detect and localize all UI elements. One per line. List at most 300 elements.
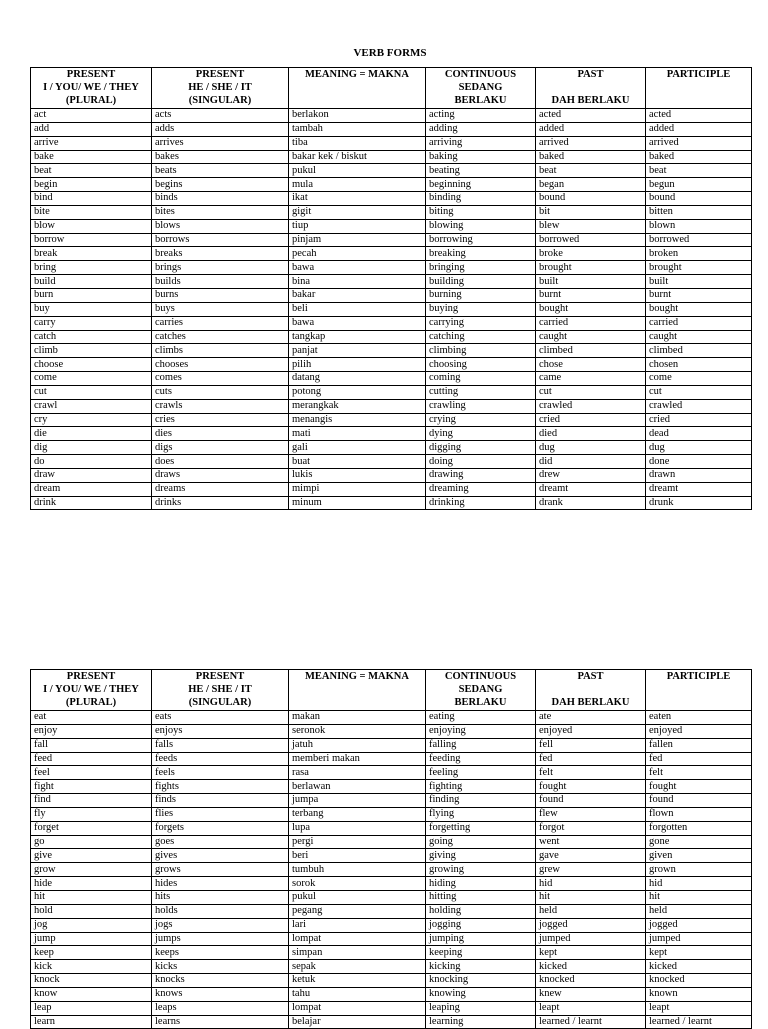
cell-participle: jumped: [646, 932, 752, 946]
cell-participle: eaten: [646, 711, 752, 725]
cell-present-plural: forget: [31, 821, 152, 835]
cell-present-plural: add: [31, 122, 152, 136]
cell-past: did: [536, 455, 646, 469]
cell-present-plural: buy: [31, 302, 152, 316]
cell-continuous: coming: [426, 372, 536, 386]
header-line: PAST: [577, 69, 604, 80]
cell-past: drew: [536, 468, 646, 482]
cell-meaning: tiba: [289, 136, 426, 150]
cell-continuous: burning: [426, 288, 536, 302]
cell-meaning: terbang: [289, 807, 426, 821]
cell-continuous: jumping: [426, 932, 536, 946]
cell-meaning: datang: [289, 372, 426, 386]
header-past: [536, 68, 646, 109]
cell-meaning: lukis: [289, 468, 426, 482]
table-row: [31, 344, 752, 358]
table-row: [31, 766, 752, 780]
cell-meaning: makan: [289, 711, 426, 725]
cell-participle: acted: [646, 109, 752, 123]
cell-continuous: crawling: [426, 399, 536, 413]
cell-present-plural: cut: [31, 385, 152, 399]
table-row: [31, 455, 752, 469]
cell-present-singular: buys: [152, 302, 289, 316]
cell-present-plural: draw: [31, 468, 152, 482]
cell-present-plural: hide: [31, 877, 152, 891]
cell-present-plural: eat: [31, 711, 152, 725]
cell-present-singular: finds: [152, 794, 289, 808]
header-continuous: [426, 68, 536, 109]
cell-present-singular: digs: [152, 441, 289, 455]
cell-present-plural: carry: [31, 316, 152, 330]
cell-past: cried: [536, 413, 646, 427]
cell-meaning: merangkak: [289, 399, 426, 413]
cell-present-plural: go: [31, 835, 152, 849]
table-row: [31, 863, 752, 877]
cell-present-plural: find: [31, 794, 152, 808]
cell-participle: dreamt: [646, 482, 752, 496]
cell-participle: come: [646, 372, 752, 386]
table-row: [31, 192, 752, 206]
cell-present-plural: learn: [31, 1015, 152, 1029]
header-line: (PLURAL): [65, 95, 117, 106]
cell-present-plural: bite: [31, 205, 152, 219]
cell-past: dug: [536, 441, 646, 455]
cell-participle: enjoyed: [646, 724, 752, 738]
cell-meaning: lompat: [289, 1001, 426, 1015]
cell-present-singular: knocks: [152, 974, 289, 988]
cell-past: built: [536, 275, 646, 289]
cell-present-singular: blows: [152, 219, 289, 233]
cell-present-plural: give: [31, 849, 152, 863]
cell-present-singular: jogs: [152, 918, 289, 932]
header-line: DAH BERLAKU: [551, 697, 630, 708]
cell-present-singular: keeps: [152, 946, 289, 960]
cell-present-plural: fall: [31, 738, 152, 752]
cell-meaning: rasa: [289, 766, 426, 780]
cell-participle: learned / learnt: [646, 1015, 752, 1029]
cell-continuous: holding: [426, 904, 536, 918]
header-line: MEANING = MAKNA: [305, 69, 409, 80]
header-present-plural: [31, 68, 152, 109]
cell-meaning: buat: [289, 455, 426, 469]
cell-meaning: jumpa: [289, 794, 426, 808]
cell-past: chose: [536, 358, 646, 372]
cell-present-singular: begins: [152, 178, 289, 192]
cell-continuous: drinking: [426, 496, 536, 510]
table-row: [31, 468, 752, 482]
cell-present-plural: begin: [31, 178, 152, 192]
cell-present-singular: leaps: [152, 1001, 289, 1015]
cell-past: knew: [536, 987, 646, 1001]
table-row: [31, 247, 752, 261]
cell-past: fell: [536, 738, 646, 752]
cell-meaning: gali: [289, 441, 426, 455]
cell-present-singular: eats: [152, 711, 289, 725]
cell-present-singular: goes: [152, 835, 289, 849]
cell-continuous: giving: [426, 849, 536, 863]
header-participle: [646, 670, 752, 711]
cell-present-singular: carries: [152, 316, 289, 330]
cell-continuous: eating: [426, 711, 536, 725]
cell-present-singular: burns: [152, 288, 289, 302]
cell-present-plural: know: [31, 987, 152, 1001]
cell-present-singular: bites: [152, 205, 289, 219]
cell-participle: borrowed: [646, 233, 752, 247]
cell-past: cut: [536, 385, 646, 399]
cell-participle: fought: [646, 780, 752, 794]
cell-continuous: crying: [426, 413, 536, 427]
header-line: HE / SHE / IT: [188, 82, 252, 93]
cell-present-singular: jumps: [152, 932, 289, 946]
cell-continuous: hitting: [426, 890, 536, 904]
cell-present-singular: does: [152, 455, 289, 469]
cell-participle: grown: [646, 863, 752, 877]
cell-participle: cried: [646, 413, 752, 427]
cell-past: grew: [536, 863, 646, 877]
cell-participle: hit: [646, 890, 752, 904]
header-line: (SINGULAR): [188, 697, 252, 708]
cell-present-plural: borrow: [31, 233, 152, 247]
table-row: [31, 974, 752, 988]
cell-present-plural: bake: [31, 150, 152, 164]
cell-past: forgot: [536, 821, 646, 835]
cell-meaning: ikat: [289, 192, 426, 206]
cell-meaning: memberi makan: [289, 752, 426, 766]
cell-present-plural: fight: [31, 780, 152, 794]
table-row: [31, 205, 752, 219]
verb-forms-table-1: [30, 67, 752, 510]
document-title: VERB FORMS: [353, 47, 427, 59]
table-row: [31, 150, 752, 164]
cell-participle: found: [646, 794, 752, 808]
table-row: [31, 724, 752, 738]
cell-present-plural: dig: [31, 441, 152, 455]
cell-present-plural: bring: [31, 261, 152, 275]
cell-continuous: fighting: [426, 780, 536, 794]
cell-participle: given: [646, 849, 752, 863]
header-row: [31, 68, 752, 109]
cell-present-singular: bakes: [152, 150, 289, 164]
table-row: [31, 711, 752, 725]
cell-present-singular: dies: [152, 427, 289, 441]
cell-meaning: menangis: [289, 413, 426, 427]
cell-participle: known: [646, 987, 752, 1001]
cell-participle: begun: [646, 178, 752, 192]
header-line: MEANING = MAKNA: [305, 671, 409, 682]
cell-continuous: finding: [426, 794, 536, 808]
table-row: [31, 441, 752, 455]
cell-present-singular: hits: [152, 890, 289, 904]
cell-past: leapt: [536, 1001, 646, 1015]
cell-present-singular: breaks: [152, 247, 289, 261]
cell-continuous: enjoying: [426, 724, 536, 738]
cell-past: baked: [536, 150, 646, 164]
cell-present-plural: kick: [31, 960, 152, 974]
cell-past: died: [536, 427, 646, 441]
cell-participle: hid: [646, 877, 752, 891]
cell-present-singular: grows: [152, 863, 289, 877]
cell-past: began: [536, 178, 646, 192]
cell-participle: held: [646, 904, 752, 918]
table-row: [31, 288, 752, 302]
cell-present-plural: climb: [31, 344, 152, 358]
cell-participle: beat: [646, 164, 752, 178]
header-continuous: [426, 670, 536, 711]
cell-past: drank: [536, 496, 646, 510]
cell-meaning: pegang: [289, 904, 426, 918]
cell-past: acted: [536, 109, 646, 123]
cell-present-plural: build: [31, 275, 152, 289]
cell-continuous: falling: [426, 738, 536, 752]
cell-present-singular: cries: [152, 413, 289, 427]
table-row: [31, 960, 752, 974]
cell-meaning: belajar: [289, 1015, 426, 1029]
table-row: [31, 261, 752, 275]
header-line: [539, 683, 642, 696]
table-row: [31, 987, 752, 1001]
cell-present-plural: crawl: [31, 399, 152, 413]
cell-present-singular: arrives: [152, 136, 289, 150]
header-line: PRESENT: [66, 671, 116, 682]
header-line: PRESENT: [195, 69, 245, 80]
cell-meaning: mati: [289, 427, 426, 441]
header-line: CONTINUOUS: [444, 671, 517, 682]
cell-present-singular: acts: [152, 109, 289, 123]
table-row: [31, 233, 752, 247]
cell-continuous: leaping: [426, 1001, 536, 1015]
header-line: PRESENT: [66, 69, 116, 80]
cell-participle: knocked: [646, 974, 752, 988]
table-row: [31, 219, 752, 233]
cell-past: arrived: [536, 136, 646, 150]
table-body: [31, 711, 752, 1029]
cell-meaning: berlakon: [289, 109, 426, 123]
cell-meaning: tiup: [289, 219, 426, 233]
cell-present-plural: catch: [31, 330, 152, 344]
cell-past: bound: [536, 192, 646, 206]
header-line: SEDANG: [458, 684, 503, 695]
cell-present-singular: builds: [152, 275, 289, 289]
cell-present-plural: jog: [31, 918, 152, 932]
cell-continuous: jogging: [426, 918, 536, 932]
cell-continuous: kicking: [426, 960, 536, 974]
cell-continuous: knocking: [426, 974, 536, 988]
table-row: [31, 835, 752, 849]
cell-present-singular: feeds: [152, 752, 289, 766]
table-row: [31, 496, 752, 510]
cell-meaning: tambah: [289, 122, 426, 136]
header-line: SEDANG: [458, 82, 503, 93]
table-row: [31, 877, 752, 891]
cell-continuous: building: [426, 275, 536, 289]
cell-continuous: buying: [426, 302, 536, 316]
cell-past: enjoyed: [536, 724, 646, 738]
cell-past: went: [536, 835, 646, 849]
header-line: (SINGULAR): [188, 95, 252, 106]
cell-meaning: lompat: [289, 932, 426, 946]
table-row: [31, 849, 752, 863]
cell-past: climbed: [536, 344, 646, 358]
cell-meaning: pukul: [289, 164, 426, 178]
cell-present-plural: blow: [31, 219, 152, 233]
header-past: [536, 670, 646, 711]
table-row: [31, 109, 752, 123]
cell-past: ate: [536, 711, 646, 725]
cell-past: hit: [536, 890, 646, 904]
cell-participle: bound: [646, 192, 752, 206]
table-body: [31, 109, 752, 510]
cell-present-singular: hides: [152, 877, 289, 891]
cell-continuous: arriving: [426, 136, 536, 150]
table-row: [31, 1015, 752, 1029]
cell-continuous: cutting: [426, 385, 536, 399]
cell-participle: cut: [646, 385, 752, 399]
cell-present-singular: comes: [152, 372, 289, 386]
cell-continuous: blowing: [426, 219, 536, 233]
table-row: [31, 1001, 752, 1015]
cell-past: found: [536, 794, 646, 808]
cell-present-singular: learns: [152, 1015, 289, 1029]
cell-continuous: keeping: [426, 946, 536, 960]
cell-present-plural: jump: [31, 932, 152, 946]
cell-present-plural: leap: [31, 1001, 152, 1015]
cell-meaning: pinjam: [289, 233, 426, 247]
cell-present-plural: keep: [31, 946, 152, 960]
cell-past: held: [536, 904, 646, 918]
cell-present-singular: holds: [152, 904, 289, 918]
cell-present-singular: forgets: [152, 821, 289, 835]
cell-present-plural: hold: [31, 904, 152, 918]
table-row: [31, 890, 752, 904]
cell-past: flew: [536, 807, 646, 821]
cell-meaning: beli: [289, 302, 426, 316]
header-line: (PLURAL): [65, 697, 117, 708]
cell-participle: bought: [646, 302, 752, 316]
header-row: [31, 670, 752, 711]
cell-participle: leapt: [646, 1001, 752, 1015]
cell-present-singular: crawls: [152, 399, 289, 413]
cell-present-singular: binds: [152, 192, 289, 206]
header-participle: [646, 68, 752, 109]
cell-present-plural: burn: [31, 288, 152, 302]
cell-past: came: [536, 372, 646, 386]
cell-meaning: mula: [289, 178, 426, 192]
cell-present-singular: falls: [152, 738, 289, 752]
cell-present-singular: kicks: [152, 960, 289, 974]
cell-continuous: bringing: [426, 261, 536, 275]
cell-present-plural: act: [31, 109, 152, 123]
cell-continuous: biting: [426, 205, 536, 219]
cell-participle: added: [646, 122, 752, 136]
cell-meaning: pukul: [289, 890, 426, 904]
cell-past: jumped: [536, 932, 646, 946]
cell-continuous: beginning: [426, 178, 536, 192]
cell-present-singular: drinks: [152, 496, 289, 510]
cell-participle: dug: [646, 441, 752, 455]
header-line: PARTICIPLE: [666, 69, 731, 80]
cell-meaning: pilih: [289, 358, 426, 372]
cell-meaning: tangkap: [289, 330, 426, 344]
verb-forms-table-2: [30, 669, 752, 1029]
header-line: PAST: [577, 671, 604, 682]
cell-present-plural: fly: [31, 807, 152, 821]
cell-continuous: dying: [426, 427, 536, 441]
cell-participle: gone: [646, 835, 752, 849]
cell-present-plural: beat: [31, 164, 152, 178]
table-row: [31, 302, 752, 316]
cell-past: kept: [536, 946, 646, 960]
cell-participle: felt: [646, 766, 752, 780]
table-row: [31, 399, 752, 413]
cell-continuous: drawing: [426, 468, 536, 482]
cell-meaning: minum: [289, 496, 426, 510]
cell-past: borrowed: [536, 233, 646, 247]
cell-continuous: borrowing: [426, 233, 536, 247]
cell-participle: done: [646, 455, 752, 469]
cell-continuous: forgetting: [426, 821, 536, 835]
cell-past: fed: [536, 752, 646, 766]
cell-present-plural: drink: [31, 496, 152, 510]
cell-past: gave: [536, 849, 646, 863]
cell-meaning: pecah: [289, 247, 426, 261]
cell-continuous: going: [426, 835, 536, 849]
header-line: HE / SHE / IT: [188, 684, 252, 695]
table-row: [31, 316, 752, 330]
cell-continuous: dreaming: [426, 482, 536, 496]
cell-present-plural: die: [31, 427, 152, 441]
cell-participle: carried: [646, 316, 752, 330]
cell-past: felt: [536, 766, 646, 780]
cell-present-singular: draws: [152, 468, 289, 482]
cell-participle: fed: [646, 752, 752, 766]
cell-participle: brought: [646, 261, 752, 275]
header-line: PRESENT: [195, 671, 245, 682]
cell-participle: chosen: [646, 358, 752, 372]
cell-continuous: breaking: [426, 247, 536, 261]
header-meaning: [289, 68, 426, 109]
cell-meaning: tahu: [289, 987, 426, 1001]
cell-participle: burnt: [646, 288, 752, 302]
cell-meaning: seronok: [289, 724, 426, 738]
cell-participle: bitten: [646, 205, 752, 219]
cell-continuous: hiding: [426, 877, 536, 891]
header-line: I / YOU/ WE / THEY: [43, 684, 139, 695]
cell-present-plural: bind: [31, 192, 152, 206]
cell-meaning: simpan: [289, 946, 426, 960]
header-line: BERLAKU: [454, 95, 507, 106]
cell-continuous: growing: [426, 863, 536, 877]
header-line: DAH BERLAKU: [551, 95, 630, 106]
cell-meaning: mimpi: [289, 482, 426, 496]
table-row: [31, 946, 752, 960]
cell-continuous: learning: [426, 1015, 536, 1029]
cell-present-plural: feel: [31, 766, 152, 780]
cell-continuous: choosing: [426, 358, 536, 372]
header-present-plural: [31, 670, 152, 711]
cell-meaning: panjat: [289, 344, 426, 358]
table-row: [31, 794, 752, 808]
cell-continuous: catching: [426, 330, 536, 344]
header-line: PARTICIPLE: [666, 671, 731, 682]
cell-meaning: lupa: [289, 821, 426, 835]
cell-participle: arrived: [646, 136, 752, 150]
cell-participle: climbed: [646, 344, 752, 358]
cell-continuous: feeding: [426, 752, 536, 766]
cell-continuous: knowing: [426, 987, 536, 1001]
cell-meaning: ketuk: [289, 974, 426, 988]
cell-present-singular: flies: [152, 807, 289, 821]
cell-continuous: beating: [426, 164, 536, 178]
